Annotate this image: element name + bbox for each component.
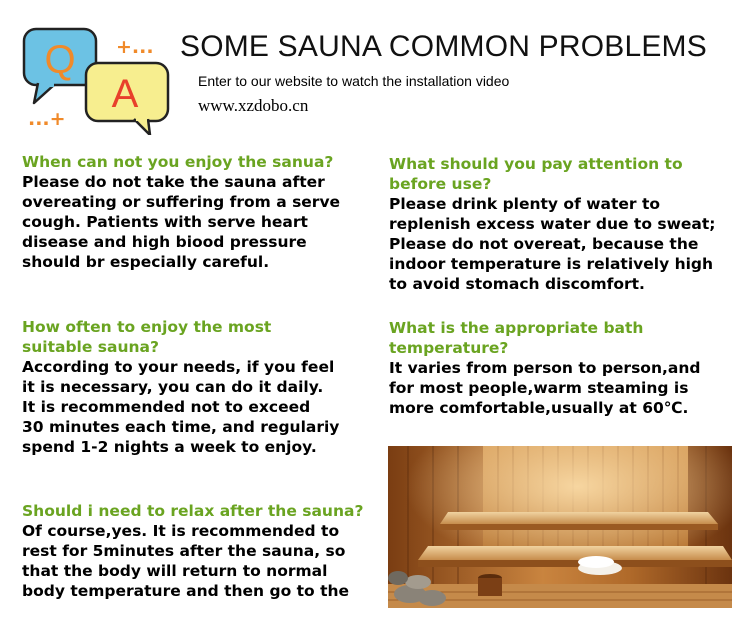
- qa-block-when: [22, 152, 374, 272]
- answer: Please do not take the sauna after overeating or suffering from a serve cough. Patients with serve heart disease and high biood pressure should br especially careful.: [22, 173, 341, 271]
- logo-a-letter: A: [111, 72, 139, 116]
- question: When can not you enjoy the sanua?: [22, 153, 334, 171]
- answer: Of course,yes. It is recommended to rest for 5minutes after the sauna, so that the body will return to normal body temperature and then go to the: [22, 522, 350, 600]
- sauna-interior-photo: [388, 446, 732, 608]
- qa-logo-icon: [22, 27, 172, 135]
- logo-dots-plus-bottom: ...+: [28, 108, 66, 130]
- question: Should i need to relax after the sauna?: [22, 502, 364, 520]
- logo-q-letter: Q: [44, 38, 76, 82]
- answer: It varies from person to person,and for most people,warm steaming is more comfortable,usually at 60℃.: [389, 359, 701, 417]
- question: What is the appropriate bath temperature?: [389, 319, 644, 357]
- answer: Please drink plenty of water to replenish excess water due to sweat; Please do not overeat, because the indoor temperature is relatively high to avoid stomach discomfort.: [389, 195, 716, 293]
- qa-block-temperature: [389, 318, 739, 418]
- qa-block-relax: [22, 501, 374, 601]
- qa-block-attention: [389, 154, 739, 294]
- logo-plus-dots-top: +...: [116, 36, 154, 58]
- answer: According to your needs, if you feel it is necessary, you can do it daily. It is recommended not to exceed 30 minutes each time, and regulariy spend 1-2 nights a week to enjoy.: [22, 358, 340, 456]
- a-bubble-tail: [134, 119, 150, 135]
- subtitle: Enter to our website to watch the installation video: [198, 73, 510, 89]
- page-title: SOME SAUNA COMMON PROBLEMS: [180, 30, 707, 63]
- qa-block-how-often: [22, 317, 374, 457]
- question: How often to enjoy the most suitable sauna?: [22, 318, 272, 356]
- website-url: www.xzdobo.cn: [198, 96, 309, 115]
- question: What should you pay attention to before use?: [389, 155, 683, 193]
